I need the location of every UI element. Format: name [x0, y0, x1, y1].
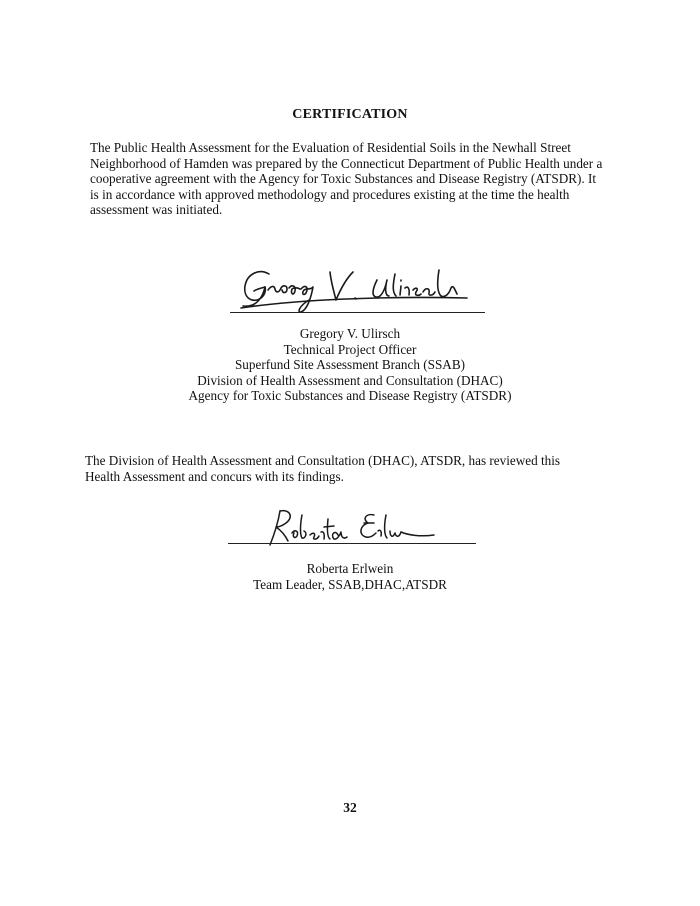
handwritten-signature-erlwein: [262, 505, 442, 553]
handwritten-signature-ulirsch: [235, 260, 475, 320]
signatory-details: [0, 326, 700, 404]
signatory-name: Roberta Erlwein: [306, 561, 394, 576]
signatory-branch: Superfund Site Assessment Branch (SSAB): [234, 357, 466, 373]
review-paragraph: [85, 453, 645, 484]
signatory-agency: Agency for Toxic Substances and Disease Registry (ATSDR): [188, 388, 512, 404]
paragraph-line: cooperative agreement with the Agency for Toxic Substances and Disease Registry (ATSDR). It: [90, 171, 597, 187]
signatory-details: [0, 561, 700, 592]
paragraph-line: assessment was initiated.: [90, 202, 223, 218]
paragraph-line: The Division of Health Assessment and Consultation (DHAC), ATSDR, has reviewed this: [85, 453, 561, 468]
paragraph-line: Neighborhood of Hamden was prepared by the Connecticut Department of Public Health under a: [90, 155, 603, 171]
page-number: 32: [343, 800, 357, 815]
signatory-title: Team Leader, SSAB,DHAC,ATSDR: [253, 576, 447, 592]
paragraph-line: Health Assessment and concurs with its findings.: [85, 468, 344, 484]
page-title: CERTIFICATION: [292, 107, 408, 122]
signatory-title: Technical Project Officer: [283, 341, 417, 357]
signatory-division: Division of Health Assessment and Consultation (DHAC): [197, 372, 503, 388]
paragraph-line: The Public Health Assessment for the Evaluation of Residential Soils in the Newhall Street: [90, 140, 571, 155]
signature-line: [230, 312, 485, 313]
paragraph-line: is in accordance with approved methodology and procedures existing at the time the health: [90, 186, 570, 202]
signature-line: [228, 543, 476, 544]
signatory-name: Gregory V. Ulirsch: [299, 326, 401, 341]
certification-paragraph: [90, 140, 650, 218]
